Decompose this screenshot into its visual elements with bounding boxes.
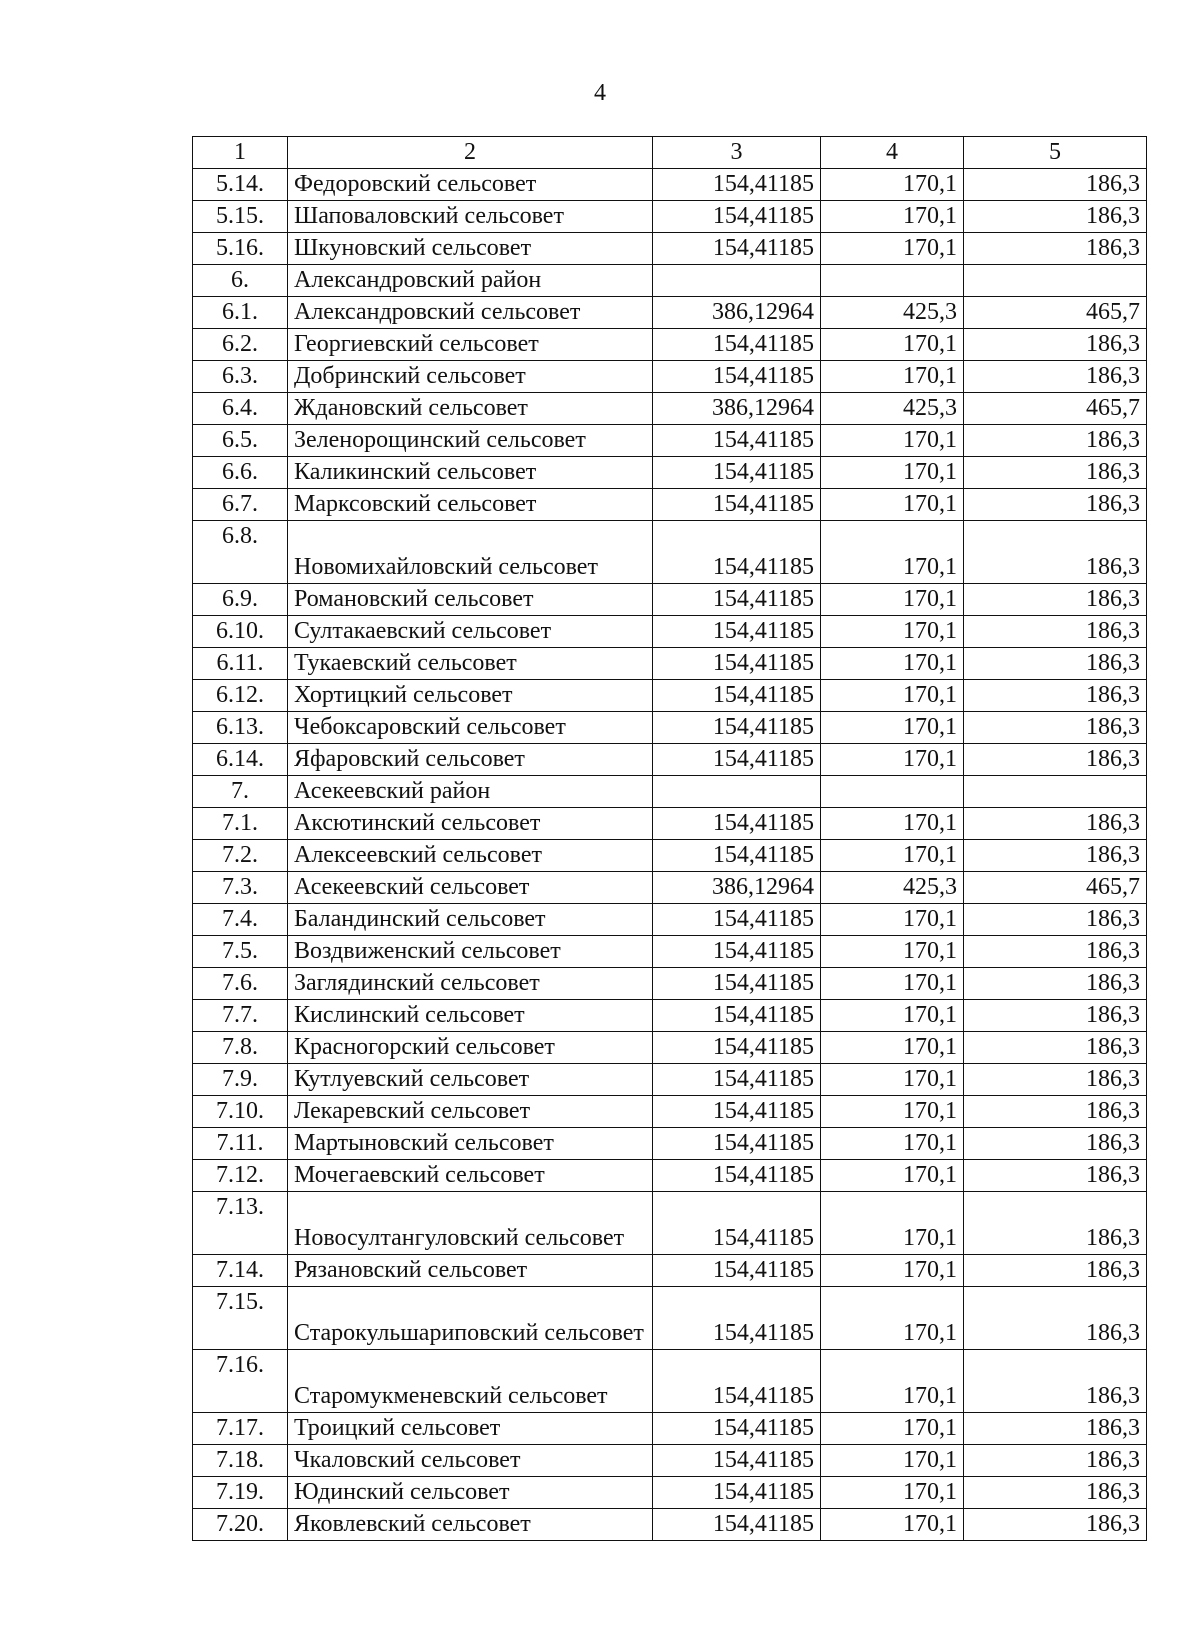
table-row (193, 968, 1147, 1000)
row-col5-cell: 186,3 (964, 1350, 1147, 1413)
row-number-cell: 7.7. (193, 1000, 288, 1032)
row-col5-cell: 186,3 (964, 1192, 1147, 1255)
table-row (193, 840, 1147, 872)
table-row (193, 1255, 1147, 1287)
row-name-cell: Зеленорощинский сельсовет (288, 425, 653, 457)
header-col-5: 5 (964, 137, 1147, 169)
table-row (193, 297, 1147, 329)
row-col3-cell: 154,41185 (653, 329, 821, 361)
row-col4-cell: 170,1 (821, 1000, 964, 1032)
row-col4-cell: 170,1 (821, 808, 964, 840)
table-row (193, 1445, 1147, 1477)
row-name-cell: Шаповаловский сельсовет (288, 201, 653, 233)
row-number-cell: 7.1. (193, 808, 288, 840)
row-number-cell: 7.13. (193, 1192, 288, 1255)
table-body (193, 169, 1147, 1541)
row-col3-cell: 154,41185 (653, 1032, 821, 1064)
row-col5-cell: 186,3 (964, 616, 1147, 648)
row-name-cell: Яфаровский сельсовет (288, 744, 653, 776)
table-row (193, 1287, 1147, 1350)
row-col5-cell: 186,3 (964, 233, 1147, 265)
row-col4-cell: 170,1 (821, 489, 964, 521)
row-col3-cell: 154,41185 (653, 361, 821, 393)
row-col5-cell (964, 776, 1147, 808)
row-col3-cell: 154,41185 (653, 712, 821, 744)
row-name-cell: Марксовский сельсовет (288, 489, 653, 521)
table-row (193, 1032, 1147, 1064)
table-row (193, 872, 1147, 904)
row-col4-cell: 170,1 (821, 616, 964, 648)
table-row (193, 1064, 1147, 1096)
row-col5-cell: 186,3 (964, 1413, 1147, 1445)
table-row (193, 680, 1147, 712)
row-number-cell: 6.1. (193, 297, 288, 329)
row-number-cell: 6. (193, 265, 288, 297)
row-col4-cell: 170,1 (821, 1032, 964, 1064)
row-col3-cell: 154,41185 (653, 521, 821, 584)
row-name-cell: Романовский сельсовет (288, 584, 653, 616)
table-row (193, 1160, 1147, 1192)
row-name-cell: Мартыновский сельсовет (288, 1128, 653, 1160)
table-row (193, 361, 1147, 393)
table-row (193, 648, 1147, 680)
row-number-cell: 7.18. (193, 1445, 288, 1477)
table-row (193, 521, 1147, 584)
row-col3-cell: 154,41185 (653, 1477, 821, 1509)
row-col4-cell: 170,1 (821, 1350, 964, 1413)
row-col3-cell: 154,41185 (653, 1350, 821, 1413)
row-number-cell: 6.10. (193, 616, 288, 648)
row-col4-cell: 170,1 (821, 1128, 964, 1160)
row-col4-cell: 170,1 (821, 169, 964, 201)
row-number-cell: 7.12. (193, 1160, 288, 1192)
row-number-cell: 7.9. (193, 1064, 288, 1096)
row-name-cell: Кутлуевский сельсовет (288, 1064, 653, 1096)
row-name-cell: Асекеевский район (288, 776, 653, 808)
row-col4-cell: 170,1 (821, 1509, 964, 1541)
row-col5-cell: 186,3 (964, 904, 1147, 936)
row-col5-cell: 186,3 (964, 712, 1147, 744)
row-col4-cell: 170,1 (821, 648, 964, 680)
row-name-cell: Шкуновский сельсовет (288, 233, 653, 265)
row-col4-cell: 170,1 (821, 233, 964, 265)
row-col3-cell (653, 265, 821, 297)
row-col3-cell: 154,41185 (653, 457, 821, 489)
row-col5-cell: 186,3 (964, 1255, 1147, 1287)
row-col3-cell: 154,41185 (653, 425, 821, 457)
row-col5-cell: 186,3 (964, 1032, 1147, 1064)
row-col3-cell: 386,12964 (653, 872, 821, 904)
row-col4-cell: 170,1 (821, 584, 964, 616)
row-col3-cell: 386,12964 (653, 393, 821, 425)
row-number-cell: 7.4. (193, 904, 288, 936)
row-name-cell: Федоровский сельсовет (288, 169, 653, 201)
row-col5-cell: 186,3 (964, 680, 1147, 712)
row-col4-cell: 170,1 (821, 904, 964, 936)
row-col5-cell: 186,3 (964, 1096, 1147, 1128)
row-col4-cell (821, 265, 964, 297)
row-number-cell: 7.8. (193, 1032, 288, 1064)
table-row (193, 1128, 1147, 1160)
row-col5-cell: 186,3 (964, 1064, 1147, 1096)
row-col4-cell: 170,1 (821, 201, 964, 233)
row-name-cell: Тукаевский сельсовет (288, 648, 653, 680)
row-name-cell: Георгиевский сельсовет (288, 329, 653, 361)
row-col3-cell: 154,41185 (653, 840, 821, 872)
row-col4-cell: 170,1 (821, 1064, 964, 1096)
row-number-cell: 6.9. (193, 584, 288, 616)
row-col4-cell: 170,1 (821, 936, 964, 968)
row-name-cell: Султакаевский сельсовет (288, 616, 653, 648)
header-col-2: 2 (288, 137, 653, 169)
row-col4-cell: 425,3 (821, 393, 964, 425)
row-col4-cell: 425,3 (821, 872, 964, 904)
table-row (193, 1000, 1147, 1032)
row-name-cell: Старокульшариповский сельсовет (288, 1287, 653, 1350)
row-name-cell: Мочегаевский сельсовет (288, 1160, 653, 1192)
row-col4-cell: 170,1 (821, 1096, 964, 1128)
row-number-cell: 6.11. (193, 648, 288, 680)
table-row (193, 776, 1147, 808)
row-name-cell: Александровский сельсовет (288, 297, 653, 329)
row-number-cell: 5.14. (193, 169, 288, 201)
row-name-cell: Чебоксаровский сельсовет (288, 712, 653, 744)
row-col4-cell: 170,1 (821, 1160, 964, 1192)
row-col4-cell: 170,1 (821, 968, 964, 1000)
table-row (193, 329, 1147, 361)
header-row (193, 137, 1147, 169)
row-col5-cell: 186,3 (964, 1477, 1147, 1509)
row-name-cell: Каликинский сельсовет (288, 457, 653, 489)
row-name-cell: Кислинский сельсовет (288, 1000, 653, 1032)
row-number-cell: 7.11. (193, 1128, 288, 1160)
row-name-cell: Чкаловский сельсовет (288, 1445, 653, 1477)
row-col3-cell (653, 776, 821, 808)
row-number-cell: 7.15. (193, 1287, 288, 1350)
table-row (193, 233, 1147, 265)
row-col3-cell: 154,41185 (653, 808, 821, 840)
row-col3-cell: 154,41185 (653, 1509, 821, 1541)
row-col3-cell: 154,41185 (653, 584, 821, 616)
row-col4-cell: 170,1 (821, 425, 964, 457)
row-col5-cell: 186,3 (964, 169, 1147, 201)
row-number-cell: 5.15. (193, 201, 288, 233)
row-name-cell: Алексеевский сельсовет (288, 840, 653, 872)
row-number-cell: 7.2. (193, 840, 288, 872)
table-row (193, 616, 1147, 648)
row-col3-cell: 154,41185 (653, 1128, 821, 1160)
row-col4-cell: 170,1 (821, 1287, 964, 1350)
row-col5-cell: 186,3 (964, 1445, 1147, 1477)
table-row (193, 169, 1147, 201)
row-name-cell: Троицкий сельсовет (288, 1413, 653, 1445)
row-col5-cell: 186,3 (964, 936, 1147, 968)
row-number-cell: 6.4. (193, 393, 288, 425)
row-col3-cell: 154,41185 (653, 904, 821, 936)
row-col3-cell: 154,41185 (653, 1192, 821, 1255)
table-row (193, 904, 1147, 936)
row-col5-cell: 186,3 (964, 648, 1147, 680)
table-row (193, 808, 1147, 840)
table-row (193, 201, 1147, 233)
row-number-cell: 6.13. (193, 712, 288, 744)
row-name-cell: Ждановский сельсовет (288, 393, 653, 425)
row-name-cell: Александровский район (288, 265, 653, 297)
row-name-cell: Воздвиженский сельсовет (288, 936, 653, 968)
table-row (193, 744, 1147, 776)
row-col5-cell: 186,3 (964, 1509, 1147, 1541)
row-col3-cell: 154,41185 (653, 489, 821, 521)
row-number-cell: 6.5. (193, 425, 288, 457)
row-col4-cell: 170,1 (821, 521, 964, 584)
row-col4-cell: 170,1 (821, 1255, 964, 1287)
row-col3-cell: 154,41185 (653, 1000, 821, 1032)
row-number-cell: 7.14. (193, 1255, 288, 1287)
row-number-cell: 6.7. (193, 489, 288, 521)
row-number-cell: 5.16. (193, 233, 288, 265)
row-number-cell: 6.3. (193, 361, 288, 393)
row-number-cell: 7.10. (193, 1096, 288, 1128)
row-number-cell: 7.3. (193, 872, 288, 904)
row-col4-cell: 170,1 (821, 1192, 964, 1255)
row-name-cell: Юдинский сельсовет (288, 1477, 653, 1509)
header-col-4: 4 (821, 137, 964, 169)
row-col4-cell: 170,1 (821, 329, 964, 361)
row-col5-cell: 186,3 (964, 1128, 1147, 1160)
row-number-cell: 6.2. (193, 329, 288, 361)
row-col3-cell: 154,41185 (653, 1064, 821, 1096)
row-col5-cell: 186,3 (964, 361, 1147, 393)
table-row (193, 425, 1147, 457)
row-col5-cell: 186,3 (964, 201, 1147, 233)
row-name-cell: Баландинский сельсовет (288, 904, 653, 936)
row-col3-cell: 386,12964 (653, 297, 821, 329)
row-name-cell: Старомукменевский сельсовет (288, 1350, 653, 1413)
row-col3-cell: 154,41185 (653, 201, 821, 233)
row-col5-cell: 465,7 (964, 393, 1147, 425)
row-name-cell: Асекеевский сельсовет (288, 872, 653, 904)
row-name-cell: Новосултангуловский сельсовет (288, 1192, 653, 1255)
row-name-cell: Лекаревский сельсовет (288, 1096, 653, 1128)
table-row (193, 584, 1147, 616)
page-number: 4 (594, 80, 606, 106)
table-row (193, 1413, 1147, 1445)
row-col4-cell (821, 776, 964, 808)
header-col-1: 1 (193, 137, 288, 169)
row-name-cell: Яковлевский сельсовет (288, 1509, 653, 1541)
row-number-cell: 7.19. (193, 1477, 288, 1509)
row-col3-cell: 154,41185 (653, 616, 821, 648)
row-col5-cell: 186,3 (964, 584, 1147, 616)
table-row (193, 265, 1147, 297)
row-name-cell: Новомихайловский сельсовет (288, 521, 653, 584)
table-row (193, 457, 1147, 489)
row-number-cell: 7. (193, 776, 288, 808)
table-row (193, 936, 1147, 968)
row-col4-cell: 170,1 (821, 712, 964, 744)
row-col5-cell: 186,3 (964, 425, 1147, 457)
row-col3-cell: 154,41185 (653, 648, 821, 680)
row-col5-cell (964, 265, 1147, 297)
row-number-cell: 7.17. (193, 1413, 288, 1445)
row-number-cell: 7.5. (193, 936, 288, 968)
row-col3-cell: 154,41185 (653, 936, 821, 968)
row-number-cell: 6.14. (193, 744, 288, 776)
row-col4-cell: 170,1 (821, 1413, 964, 1445)
header-col-3: 3 (653, 137, 821, 169)
row-col4-cell: 170,1 (821, 1445, 964, 1477)
row-col3-cell: 154,41185 (653, 1413, 821, 1445)
row-col4-cell: 170,1 (821, 361, 964, 393)
row-col3-cell: 154,41185 (653, 233, 821, 265)
row-number-cell: 7.6. (193, 968, 288, 1000)
row-col3-cell: 154,41185 (653, 1445, 821, 1477)
row-col4-cell: 170,1 (821, 744, 964, 776)
table-row (193, 1096, 1147, 1128)
table-row (193, 1350, 1147, 1413)
row-col3-cell: 154,41185 (653, 968, 821, 1000)
row-col3-cell: 154,41185 (653, 169, 821, 201)
row-name-cell: Хортицкий сельсовет (288, 680, 653, 712)
row-col5-cell: 186,3 (964, 521, 1147, 584)
row-name-cell: Аксютинский сельсовет (288, 808, 653, 840)
row-col4-cell: 170,1 (821, 1477, 964, 1509)
data-table (192, 136, 1147, 1541)
row-col5-cell: 186,3 (964, 744, 1147, 776)
row-col3-cell: 154,41185 (653, 1096, 821, 1128)
row-col4-cell: 425,3 (821, 297, 964, 329)
table-row (193, 1509, 1147, 1541)
row-number-cell: 7.20. (193, 1509, 288, 1541)
table-row (193, 489, 1147, 521)
row-name-cell: Рязановский сельсовет (288, 1255, 653, 1287)
table-row (193, 393, 1147, 425)
row-number-cell: 6.8. (193, 521, 288, 584)
row-number-cell: 6.12. (193, 680, 288, 712)
table-row (193, 1192, 1147, 1255)
row-col5-cell: 186,3 (964, 489, 1147, 521)
row-name-cell: Красногорский сельсовет (288, 1032, 653, 1064)
row-col3-cell: 154,41185 (653, 1160, 821, 1192)
row-number-cell: 7.16. (193, 1350, 288, 1413)
row-col5-cell: 186,3 (964, 840, 1147, 872)
row-col5-cell: 186,3 (964, 808, 1147, 840)
row-col3-cell: 154,41185 (653, 680, 821, 712)
row-name-cell: Заглядинский сельсовет (288, 968, 653, 1000)
row-col5-cell: 186,3 (964, 1287, 1147, 1350)
table-row (193, 712, 1147, 744)
row-col4-cell: 170,1 (821, 457, 964, 489)
row-col5-cell: 186,3 (964, 457, 1147, 489)
row-col5-cell: 186,3 (964, 329, 1147, 361)
row-name-cell: Добринский сельсовет (288, 361, 653, 393)
row-col5-cell: 465,7 (964, 872, 1147, 904)
table-row (193, 1477, 1147, 1509)
row-col3-cell: 154,41185 (653, 744, 821, 776)
row-col3-cell: 154,41185 (653, 1255, 821, 1287)
row-col3-cell: 154,41185 (653, 1287, 821, 1350)
row-col4-cell: 170,1 (821, 680, 964, 712)
row-col5-cell: 186,3 (964, 1000, 1147, 1032)
table-header (193, 137, 1147, 169)
row-col4-cell: 170,1 (821, 840, 964, 872)
row-number-cell: 6.6. (193, 457, 288, 489)
row-col5-cell: 465,7 (964, 297, 1147, 329)
row-col5-cell: 186,3 (964, 1160, 1147, 1192)
row-col5-cell: 186,3 (964, 968, 1147, 1000)
